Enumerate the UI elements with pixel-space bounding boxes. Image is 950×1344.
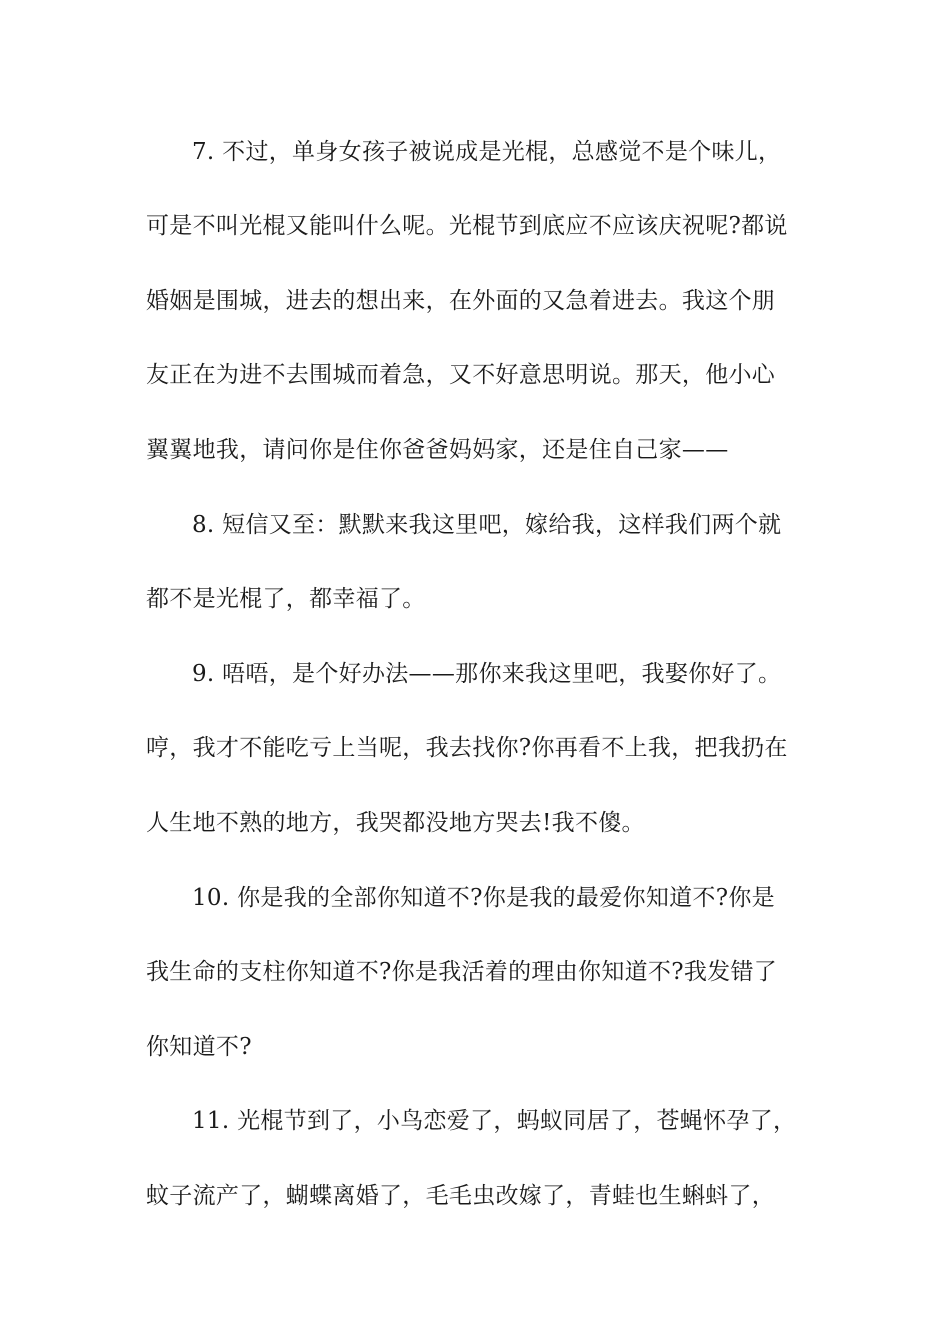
paragraph-10-line-2: 我生命的支柱你知道不?你是我活着的理由你知道不?我发错了 xyxy=(146,959,778,985)
paragraph-10-line-3: 你知道不? xyxy=(146,1034,252,1060)
paragraph-7-line-4: 友正在为进不去围城而着急，又不好意思明说。那天，他小心 xyxy=(146,362,776,388)
paragraph-7-line-1: 7. 不过，单身女孩子被说成是光棍，总感觉不是个味儿， xyxy=(192,139,782,165)
paragraph-7-line-5: 翼翼地我，请问你是住你爸爸妈妈家，还是住自己家—— xyxy=(146,437,729,463)
paragraph-9-line-2: 哼，我才不能吃亏上当呢，我去找你?你再看不上我，把我扔在 xyxy=(146,735,788,761)
paragraph-9-line-1: 9. 唔唔，是个好办法——那你来我这里吧，我娶你好了。 xyxy=(192,661,782,687)
paragraph-10-line-1: 10. 你是我的全部你知道不?你是我的最爱你知道不?你是 xyxy=(192,885,775,911)
paragraph-9-line-3: 人生地不熟的地方，我哭都没地方哭去!我不傻。 xyxy=(146,810,645,836)
paragraph-11-line-1: 11. 光棍节到了，小鸟恋爱了，蚂蚁同居了，苍蝇怀孕了， xyxy=(192,1108,797,1134)
paragraph-7-line-3: 婚姻是围城，进去的想出来，在外面的又急着进去。我这个朋 xyxy=(146,288,776,314)
paragraph-7-line-2: 可是不叫光棍又能叫什么呢。光棍节到底应不应该庆祝呢?都说 xyxy=(146,213,788,239)
paragraph-8-line-1: 8. 短信又至：默默来我这里吧，嫁给我，这样我们两个就 xyxy=(192,512,782,538)
paragraph-11-line-2: 蚊子流产了，蝴蝶离婚了，毛毛虫改嫁了，青蛙也生蝌蚪了， xyxy=(146,1183,776,1209)
paragraph-8-line-2: 都不是光棍了，都幸福了。 xyxy=(146,586,426,612)
